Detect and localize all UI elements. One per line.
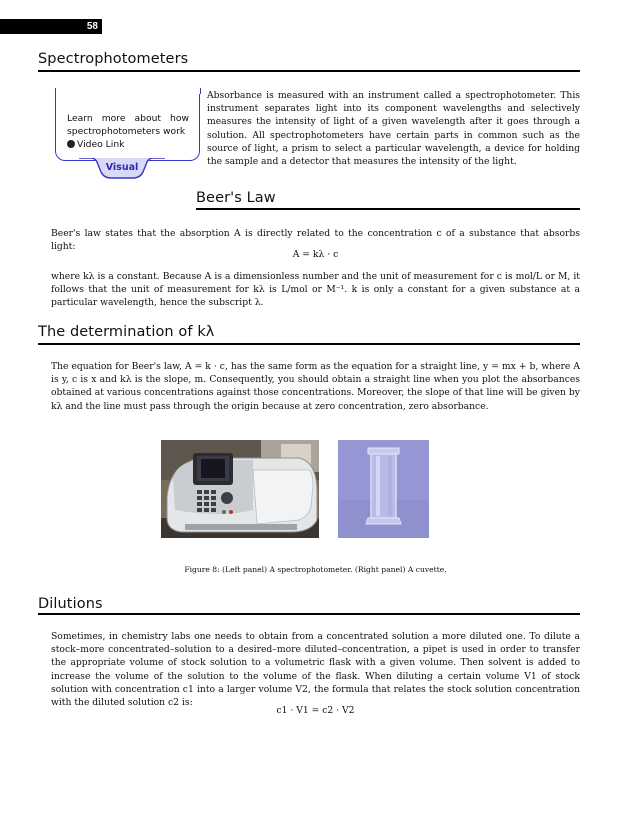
figure-caption: Figure 8: (Left panel) A spectrophotometer. (Right panel) A cuvette. [184, 565, 447, 574]
beers-law-equation: A = kλ · c [292, 249, 339, 260]
cuvette-photo [338, 440, 429, 538]
section-title-dilutions: Dilutions [38, 596, 103, 612]
dilutions-paragraph: Sometimes, in chemistry labs one needs to obtain from a concentrated solution a more diluted one. To dilute a stock–more concentrated–solution to a desired–more diluted–concentration, a pipet is used in order to transfer the appropriate volume of stock solution to a volumetric flask with a given volume. Then solvent is added to increase the volume of the solution to the volume of the flask. When diluting a certain volume V1 of stock solution with concentration c1 into a larger volume V2, the formula that relates the stock solution concentration with the diluted solution c2 is: [51, 631, 580, 709]
callout-text: Learn more about how spectrophotometers work [67, 113, 189, 138]
section-title-determination: The determination of kλ [38, 324, 215, 340]
section-rule [38, 613, 580, 615]
visual-callout [55, 94, 198, 160]
beers-law-intro: Beer's law states that the absorption A is directly related to the concentration c of a substance that absorbs light: [51, 228, 580, 253]
determination-paragraph: The equation for Beer's law, A = k · c, has the same form as the equation for a straight line, y = mx + b, where A is y, c is x and kλ is the slope, m. Consequently, you should obtain a straight line when you plot the absorbances obtained at various concentrations against those concentrations. Moreover, the slope of that line will be given by kλ and the line must pass through the origin because at zero concentration, zero absorbance. [51, 361, 580, 412]
page-number: 58 [86, 21, 98, 32]
spectrophotometer-photo [161, 440, 319, 538]
video-link[interactable] [67, 139, 124, 150]
visual-badge-label: Visual [105, 162, 139, 173]
section-rule [196, 208, 580, 210]
section-rule [38, 343, 580, 345]
spectrophotometer-paragraph: Absorbance is measured with an instrument called a spectrophotometer. This instrument separates light into its component wavelengths and selectively measures the intensity of light of a given wavelength after it goes through a solution. All spectrophotometers have certain parts in common such as the source of light, a prism to select a particular wavelength, a device for holding the sample and a detector that measures the intensity of the light. [207, 90, 580, 168]
section-title-beers-law: Beer's Law [196, 190, 276, 206]
video-icon [67, 140, 75, 148]
beers-law-explanation: where kλ is a constant. Because A is a dimensionless number and the unit of measurement for c is mol/L or M, it follows that the unit of measurement for kλ is L/mol or M⁻¹. k is only a constant for a given substance at a particular wavelength, hence the subscript λ. [51, 271, 580, 309]
video-link-label: Video Link [77, 139, 125, 150]
dilution-equation: c1 · V1 = c2 · V2 [276, 705, 355, 716]
section-rule [38, 70, 580, 72]
section-title-spectrophotometers: Spectrophotometers [38, 51, 189, 67]
